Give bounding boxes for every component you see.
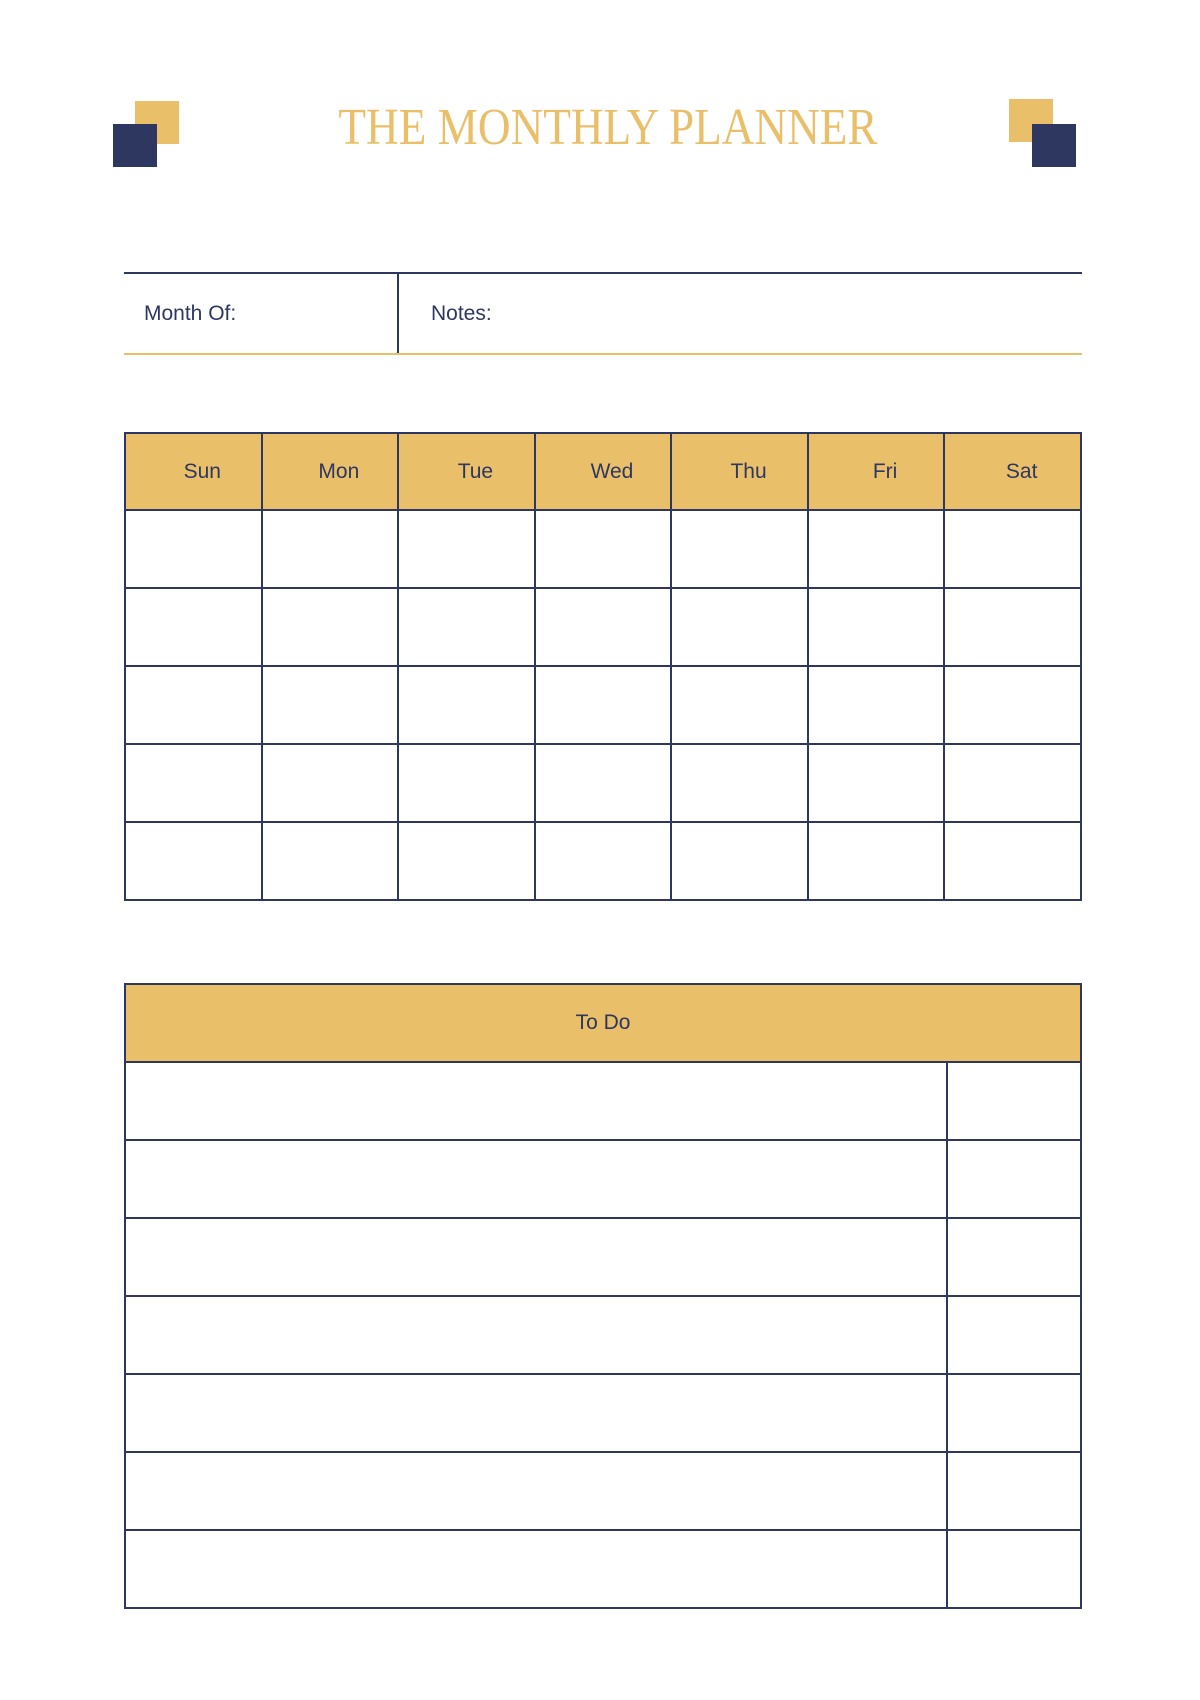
calendar-day-cell[interactable] [944,510,1081,588]
calendar-day-cell[interactable] [535,510,672,588]
calendar-day-cell[interactable] [671,588,808,666]
calendar-day-cell[interactable] [808,822,945,900]
todo-title: To Do [125,984,1081,1062]
todo-task-cell[interactable] [125,1530,947,1608]
calendar-week-row [125,666,1081,744]
day-header-tue: Tue [398,433,535,510]
calendar-day-cell[interactable] [671,744,808,822]
day-header-sun: Sun [125,433,262,510]
calendar-week-row [125,822,1081,900]
calendar-day-cell[interactable] [398,666,535,744]
calendar-week-row [125,510,1081,588]
calendar-day-cell[interactable] [808,588,945,666]
todo-row [125,1062,1081,1140]
todo-row [125,1296,1081,1374]
todo-check-cell[interactable] [947,1062,1081,1140]
calendar-day-cell[interactable] [125,510,262,588]
calendar-day-cell[interactable] [671,510,808,588]
todo-check-cell[interactable] [947,1452,1081,1530]
calendar-day-cell[interactable] [671,666,808,744]
calendar-day-cell[interactable] [535,666,672,744]
calendar-day-cell[interactable] [398,588,535,666]
todo-task-cell[interactable] [125,1140,947,1218]
calendar-week-row [125,588,1081,666]
notes-label: Notes: [431,302,492,325]
calendar-day-cell[interactable] [808,666,945,744]
todo-row [125,1218,1081,1296]
todo-task-cell[interactable] [125,1374,947,1452]
todo-task-cell[interactable] [125,1452,947,1530]
todo-task-cell[interactable] [125,1218,947,1296]
calendar-day-cell[interactable] [944,822,1081,900]
month-of-label: Month Of: [144,302,237,325]
todo-table [124,983,1082,1609]
todo-check-cell[interactable] [947,1218,1081,1296]
day-header-mon: Mon [262,433,399,510]
day-header-sat: Sat [944,433,1081,510]
calendar-day-cell[interactable] [125,666,262,744]
calendar-day-cell[interactable] [808,744,945,822]
info-divider [397,274,399,353]
todo-row [125,1452,1081,1530]
calendar-day-cell[interactable] [671,822,808,900]
calendar-grid [124,432,1082,901]
page-title: THE MONTHLY PLANNER [338,99,878,156]
calendar-day-cell[interactable] [125,744,262,822]
calendar-day-cell[interactable] [125,822,262,900]
calendar-day-cell[interactable] [535,588,672,666]
todo-row [125,1140,1081,1218]
todo-row [125,1530,1081,1608]
calendar-day-cell[interactable] [398,822,535,900]
calendar-day-cell[interactable] [262,744,399,822]
todo-row [125,1374,1081,1452]
calendar-day-cell[interactable] [398,744,535,822]
calendar-day-cell[interactable] [398,510,535,588]
day-header-wed: Wed [535,433,672,510]
day-header-fri: Fri [808,433,945,510]
calendar-day-cell[interactable] [535,822,672,900]
calendar-day-cell[interactable] [262,666,399,744]
todo-check-cell[interactable] [947,1374,1081,1452]
calendar-day-cell[interactable] [944,588,1081,666]
todo-check-cell[interactable] [947,1140,1081,1218]
calendar-day-cell[interactable] [535,744,672,822]
calendar-day-cell[interactable] [944,666,1081,744]
calendar-week-row [125,744,1081,822]
todo-task-cell[interactable] [125,1062,947,1140]
calendar-day-cell[interactable] [944,744,1081,822]
calendar-day-cell[interactable] [125,588,262,666]
calendar-day-cell[interactable] [262,588,399,666]
calendar-day-cell[interactable] [262,510,399,588]
calendar-day-cell[interactable] [262,822,399,900]
info-section [124,272,1082,355]
calendar-day-cell[interactable] [808,510,945,588]
day-header-thu: Thu [671,433,808,510]
todo-check-cell[interactable] [947,1530,1081,1608]
todo-task-cell[interactable] [125,1296,947,1374]
todo-check-cell[interactable] [947,1296,1081,1374]
